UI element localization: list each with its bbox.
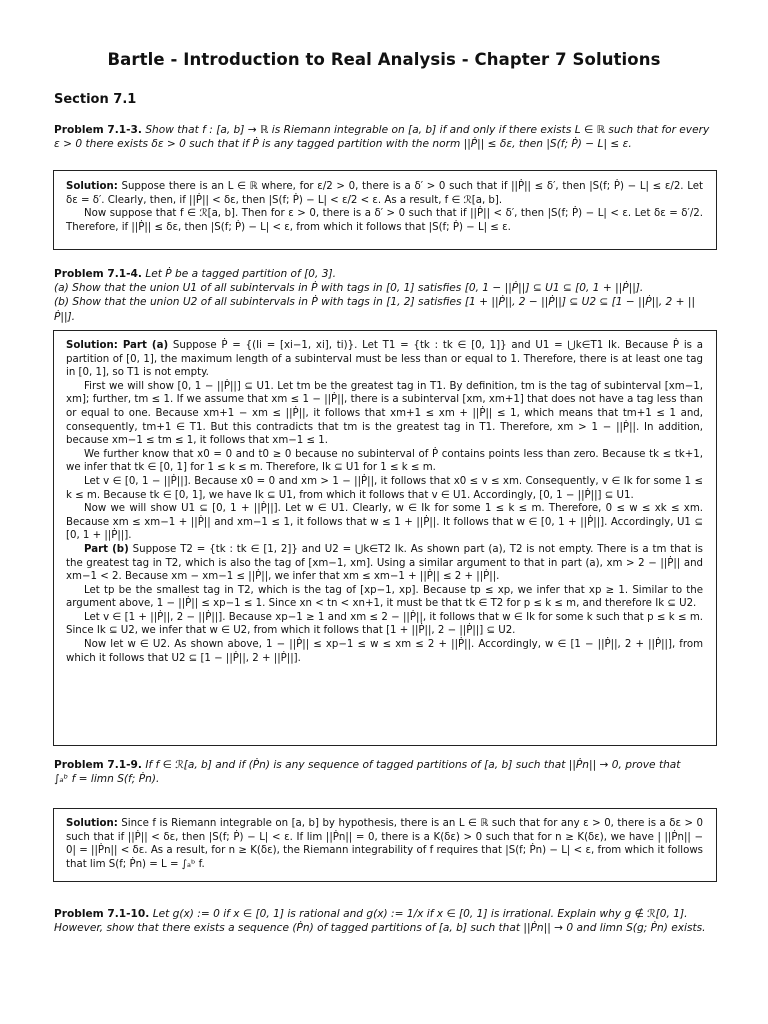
- problem-7-1-4: [54, 267, 716, 324]
- part-b-label: Part (b): [84, 543, 129, 555]
- problem-statement-line: However, show that there exists a sequence (Ṗn) of tagged partitions of [a, b] such that ||Ṗn|| → 0 and limn S(g; Ṗn) exists.: [54, 922, 706, 935]
- solution-paragraph: Let v ∈ [1 + ||Ṗ||, 2 − ||Ṗ||]. Because xp−1 ≥ 1 and xm ≤ 2 − ||Ṗ||, it follows that w ∈ Ik for some k such that p ≤ k ≤ m. Since Ik ⊆ U2, we infer that w ∈ U2, from which it follows that [1 + ||Ṗ||, 2 − ||Ṗ||] ⊆ U2.: [66, 611, 703, 637]
- solution-text: [66, 180, 703, 234]
- solution-paragraph: Let v ∈ [0, 1 − ||Ṗ||]. Because x0 = 0 and xm > 1 − ||Ṗ||, it follows that x0 ≤ v ≤ xm. Consequently, v ∈ Ik for some 1 ≤ k ≤ m. Because tk ∈ [0, 1], we have Ik ⊆ U1, from which it follows that v ∈ U1. Accordingly, [0, 1 − ||Ṗ||] ⊆ U1.: [66, 475, 703, 501]
- solution-box-7-1-4: [53, 330, 717, 746]
- document-title: Bartle - Introduction to Real Analysis - Chapter 7 Solutions: [107, 50, 661, 69]
- problem-statement-line: If f ∈ ℛ[a, b] and if (Ṗn) is any sequence of tagged partitions of [a, b] such that ||Ṗn|| → 0, prove that: [145, 759, 681, 771]
- problem-statement-line: (b) Show that the union U2 of all subintervals in Ṗ with tags in [1, 2] satisfies [1 + ||Ṗ||, 2 − ||Ṗ||] ⊆ U2 ⊆ [1 − ||Ṗ||, 2 + ||Ṗ||].: [54, 296, 696, 323]
- solution-paragraph: Suppose there is an L ∈ ℝ where, for ε/2 > 0, there is a δ′ > 0 such that if ||Ṗ|| ≤ δ′, then |S(f; Ṗ) − L| ≤ ε/2. Let δε = δ′. Clearly, then, if ||Ṗ|| < δε, then |S(f; Ṗ) − L| < ε/2 < ε. As a result, f ∈ ℛ[a, b].: [66, 181, 703, 206]
- solution-paragraph: Let tp be the smallest tag in T2, which is the tag of [xp−1, xp]. Because tp ≤ xp, we infer that xp ≥ 1. Similar to the argument above, 1 − ||Ṗ|| ≤ xp−1 ≤ 1. Since xn < tn < xn+1, it must be that tk ∈ T2 for p ≤ k ≤ m, and therefore Ik ⊆ U2.: [66, 584, 703, 610]
- solution-paragraph: Now we will show U1 ⊆ [0, 1 + ||Ṗ||]. Let w ∈ U1. Clearly, w ∈ Ik for some 1 ≤ k ≤ m. Therefore, 0 ≤ w ≤ xk ≤ xm. Because xm ≤ xm−1 + ||Ṗ|| and xm−1 ≤ 1, it follows that w ≤ 1 + ||Ṗ||. It follows that w ∈ [0, 1 + ||Ṗ||]. Accordingly, U1 ⊆ [0, 1 + ||Ṗ||].: [66, 503, 703, 542]
- solution-paragraph: Suppose Ṗ = {(Ii = [xi−1, xi], ti)}. Let T1 = {tk : tk ∈ [0, 1]} and U1 = ⋃k∈T1 Ik. Because Ṗ is a partition of [0, 1], the maximum length of a subinterval must be less than or equal to 1. Therefore, there is at least one tag in [0, 1], so T1 is not empty.: [66, 340, 703, 379]
- problem-label: Problem 7.1-3.: [54, 124, 142, 136]
- problem-statement-line: ε > 0 there exists δε > 0 such that if Ṗ is any tagged partition with the norm ||Ṗ|| ≤ δε, then |S(f; Ṗ) − L| ≤ ε.: [54, 138, 632, 151]
- section-heading: Section 7.1: [54, 92, 137, 107]
- solution-paragraph: Suppose T2 = {tk : tk ∈ [1, 2]} and U2 = ⋃k∈T2 Ik. As shown part (a), T2 is not empty. There is a tm that is the greatest tag in T2, which is also the tag of [xm−1, xm]. Using a similar argument to that in part (a), xm > 2 − ||Ṗ|| and xm−1 < 2. Because xm − xm−1 ≤ ||Ṗ||, we infer that xm ≤ xm−1 + ||Ṗ|| ≤ 2 + ||Ṗ||.: [66, 543, 703, 583]
- solution-box-7-1-3: [53, 170, 717, 250]
- problem-statement-line: Show that f : [a, b] → ℝ is Riemann integrable on [a, b] if and only if there exists L ∈ ℝ such that for every: [145, 124, 710, 136]
- solution-label: Solution:: [66, 818, 118, 829]
- solution-text: [66, 817, 703, 871]
- problem-7-1-3: [54, 123, 716, 151]
- solution-box-7-1-9: [53, 808, 717, 882]
- solution-paragraph: Now let w ∈ U2. As shown above, 1 − ||Ṗ|| ≤ xp−1 ≤ w ≤ xm ≤ 2 + ||Ṗ||. Accordingly, w ∈ [1 − ||Ṗ||, 2 + ||Ṗ||], from which it follows that U2 ⊆ [1 − ||Ṗ||, 2 + ||Ṗ||].: [66, 639, 703, 664]
- solution-text: [66, 339, 703, 665]
- solution-paragraph: Now suppose that f ∈ ℛ[a, b]. Then for ε > 0, there is a δ′ > 0 such that if ||Ṗ|| < δ′, then |S(f; Ṗ) − L| < ε. Let δε = δ′/2. Therefore, if ||Ṗ|| ≤ δε, then |S(f; Ṗ) − L| < ε, from which it follows that |S(f; Ṗ) − L| ≤ ε.: [66, 208, 703, 233]
- problem-7-1-10: [54, 907, 716, 935]
- problem-label: Problem 7.1-4.: [54, 268, 142, 280]
- problem-statement-line: ∫ₐᵇ f = limn S(f; Ṗn).: [54, 773, 160, 786]
- problem-label: Problem 7.1-10.: [54, 908, 150, 920]
- solution-paragraph: Since f is Riemann integrable on [a, b] by hypothesis, there is an L ∈ ℝ such that for any ε > 0, there is a δε > 0 such that if ||Ṗ|| < δε, then |S(f; Ṗ) − L| < ε. If lim ||Ṗn|| = 0, there is a K(δε) > 0 such that for n ≥ K(δε), we have | ||Ṗn|| − 0| = ||Ṗn|| < δε. As a result, for n ≥ K(δε), the Riemann integrability of f requires that |S(f; Ṗn) − L| < ε, from which it follows that lim S(f; Ṗn) = L = ∫ₐᵇ f.: [66, 818, 703, 870]
- problem-statement-line: (a) Show that the union U1 of all subintervals in Ṗ with tags in [0, 1] satisfies [0, 1 − ||Ṗ||] ⊆ U1 ⊆ [0, 1 + ||Ṗ||].: [54, 282, 644, 295]
- problem-7-1-9: [54, 758, 716, 786]
- problem-label: Problem 7.1-9.: [54, 759, 142, 771]
- solution-label: Solution: Part (a): [66, 340, 169, 351]
- solution-paragraph: First we will show [0, 1 − ||Ṗ||] ⊆ U1. Let tm be the greatest tag in T1. By definition, tm is the tag of subinterval [xm−1, xm]; further, tm ≤ 1. If we assume that xm ≤ 1 − ||Ṗ||, there is a subinterval [xm, xm+1] that does not have a tag less than or equal to one. Because xm+1 − xm ≤ ||Ṗ||, it follows that xm+1 ≤ xm + ||Ṗ|| ≤ 1, which means that tm+1 ≤ 1 and, consequently, tm+1 ∈ T1. But this contradicts that tm is the greatest tag in T1. Therefore, xm > 1 − ||Ṗ||. In addition, because xm−1 ≤ tm ≤ 1, it follows that xm−1 ≤ 1.: [66, 380, 703, 447]
- solution-paragraph: We further know that x0 = 0 and t0 ≥ 0 because no subinterval of Ṗ contains points less than zero. Because tk ≤ tk+1, we infer that tk ∈ [0, 1] for 1 ≤ k ≤ m. Therefore, Ik ⊆ U1 for 1 ≤ k ≤ m.: [66, 448, 703, 474]
- problem-statement-line: Let g(x) := 0 if x ∈ [0, 1] is rational and g(x) := 1/x if x ∈ [0, 1] is irrational. Explain why g ∉ ℛ[0, 1].: [152, 908, 688, 920]
- problem-statement-line: Let Ṗ be a tagged partition of [0, 3].: [145, 268, 336, 280]
- solution-label: Solution:: [66, 181, 118, 192]
